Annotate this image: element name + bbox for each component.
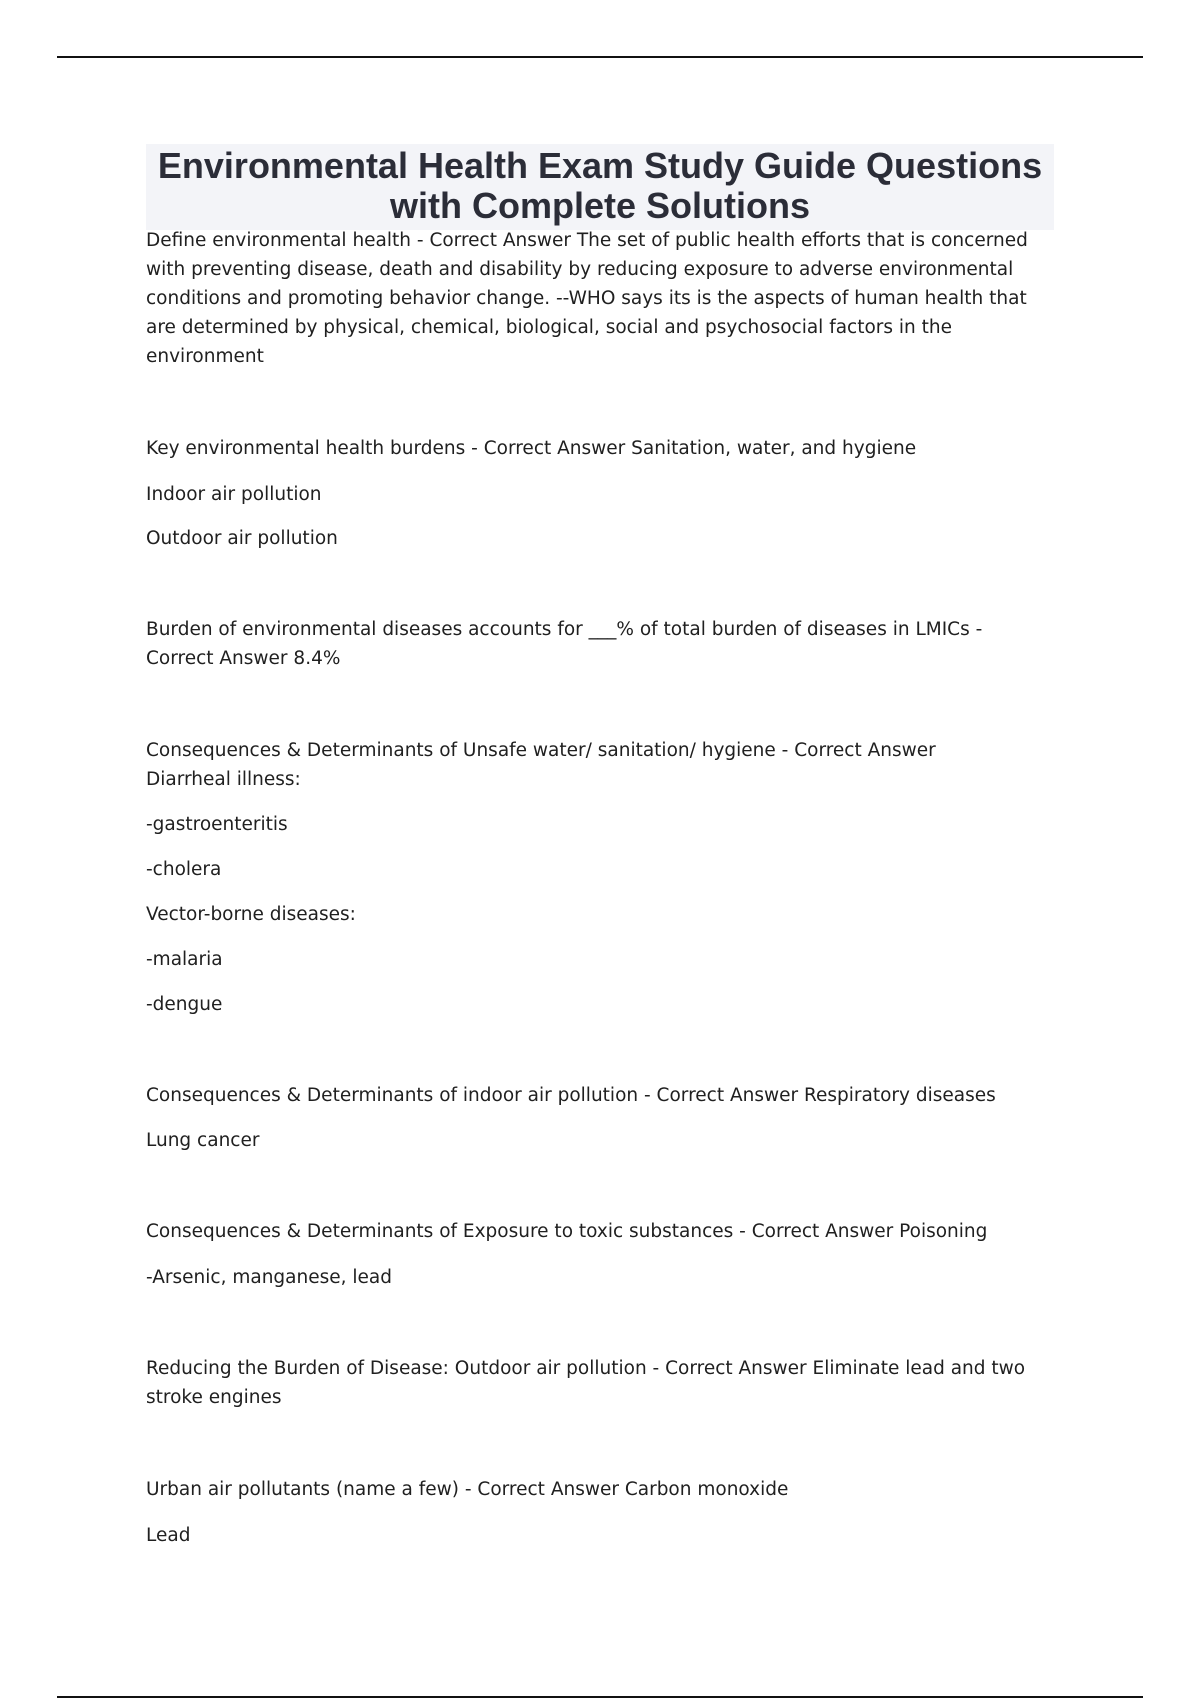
qa-question-answer: Consequences & Determinants of indoor air pollution - Correct Answer Respiratory diseases (146, 1085, 996, 1106)
qa-entry (146, 615, 1066, 673)
qa-entry (146, 1081, 1066, 1155)
qa-answer-line: Vector-borne diseases: (146, 904, 356, 925)
footer-rule (57, 1696, 1143, 1698)
qa-entry (146, 434, 1066, 553)
qa-question-answer: Urban air pollutants (name a few) - Correct Answer Carbon monoxide (146, 1479, 789, 1500)
qa-entry (146, 1354, 1066, 1412)
document-title: Environmental Health Exam Study Guide Questions with Complete Solutions (157, 145, 1043, 226)
document-title-box (146, 144, 1054, 230)
qa-question-answer: Key environmental health burdens - Correct Answer Sanitation, water, and hygiene (146, 438, 917, 459)
qa-question-answer: Reducing the Burden of Disease: Outdoor air pollution - Correct Answer Eliminate lead and two stroke engines (146, 1358, 1026, 1408)
qa-entry (146, 736, 1066, 1019)
qa-answer-line: -Arsenic, manganese, lead (146, 1267, 393, 1288)
document-body (146, 226, 1066, 1550)
qa-answer-line: Outdoor air pollution (146, 528, 338, 549)
qa-question-answer: Consequences & Determinants of Exposure to toxic substances - Correct Answer Poisoning (146, 1221, 988, 1242)
qa-answer-line: -cholera (146, 859, 222, 880)
qa-entry (146, 226, 1066, 371)
qa-question-answer: Consequences & Determinants of Unsafe water/ sanitation/ hygiene - Correct Answer Diarrheal illness: (146, 740, 936, 790)
qa-question-answer: Define environmental health - Correct Answer The set of public health efforts that is concerned with preventing disease, death and disability by reducing exposure to adverse environmental conditions and promoting behavior change. --WHO says its is the aspects of human health that are determined by physical, chemical, biological, social and psychosocial factors in the environment (146, 230, 1028, 367)
qa-answer-line: -dengue (146, 994, 223, 1015)
header-rule (57, 56, 1143, 58)
qa-answer-line: Indoor air pollution (146, 484, 322, 505)
qa-entry (146, 1217, 1066, 1292)
qa-answer-line: -gastroenteritis (146, 814, 288, 835)
qa-entry (146, 1475, 1066, 1550)
qa-answer-line: Lung cancer (146, 1130, 260, 1151)
qa-answer-line: Lead (146, 1525, 191, 1546)
qa-question-answer: Burden of environmental diseases accounts for ___% of total burden of diseases in LMICs - Correct Answer 8.4% (146, 619, 983, 669)
qa-answer-line: -malaria (146, 949, 223, 970)
